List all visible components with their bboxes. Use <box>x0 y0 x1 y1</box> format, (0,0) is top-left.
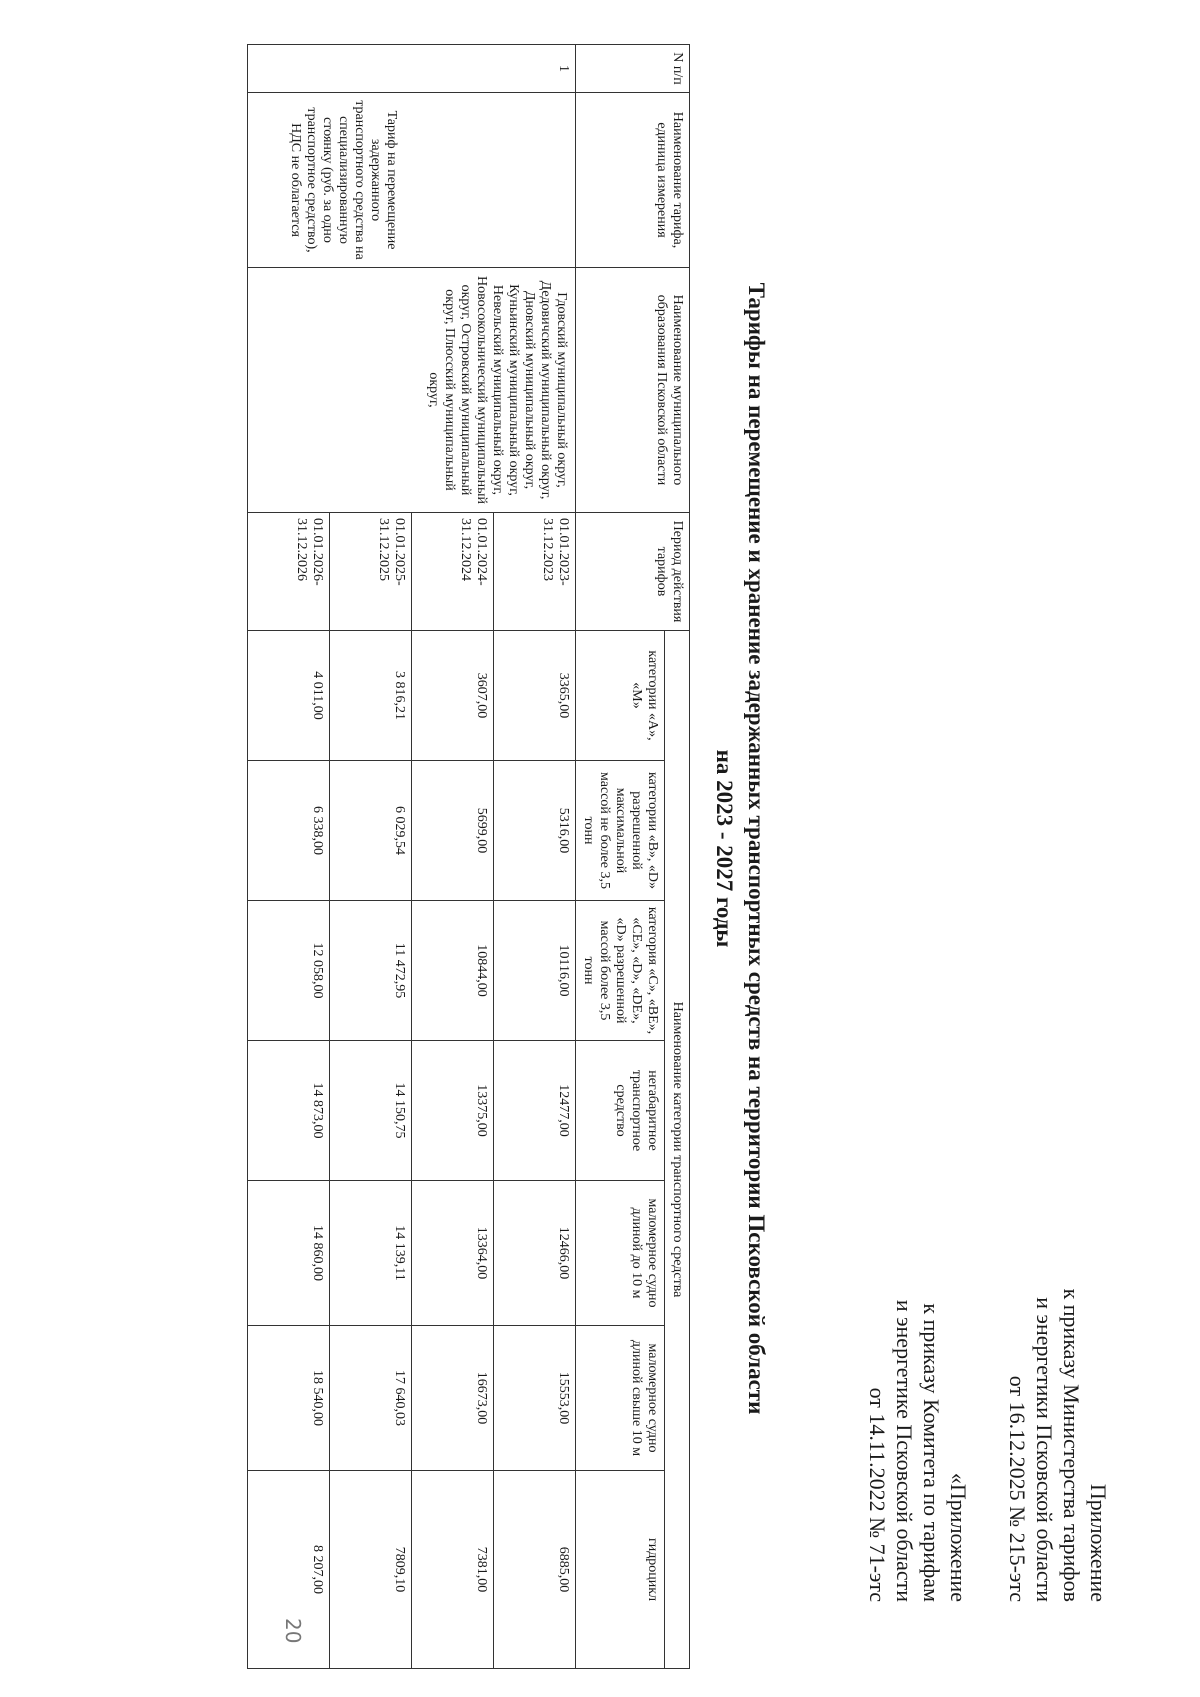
value-cell: 3607,00 <box>412 631 494 761</box>
tariff-name-cell: Тариф на перемещение задержанного транспортного средства на специализированную стоянку (руб. за одно транспортное средство), НДС не облагается <box>248 93 576 268</box>
header-category: категории «A», «M» <box>576 631 665 761</box>
header-category: гидроцикл <box>576 1471 665 1669</box>
header-line: «Приложение <box>946 1472 971 1602</box>
value-cell: 12466,00 <box>494 1181 576 1326</box>
row-number: 1 <box>248 45 576 93</box>
appendix-header-current <box>1004 1289 1112 1602</box>
period-cell: 01.01.2024-31.12.2024 <box>412 513 494 631</box>
value-cell: 10116,00 <box>494 901 576 1041</box>
handwritten-page-note: 20 <box>281 1618 305 1644</box>
header-line: от 16.12.2025 № 215-этс <box>1005 1375 1030 1602</box>
header-municipality: Наименование муниципального образования Псковской области <box>576 268 690 513</box>
value-cell: 3365,00 <box>494 631 576 761</box>
table-header-row <box>665 45 690 1669</box>
value-cell: 3 816,21 <box>330 631 412 761</box>
value-cell: 14 150,75 <box>330 1041 412 1181</box>
header-category: категории «B», «D» разрешенной максимальной массой не более 3,5 тонн <box>576 761 665 901</box>
value-cell: 5699,00 <box>412 761 494 901</box>
title-line-1: Тарифы на перемещение и хранение задержанных транспортных средств на территории Псковской области <box>744 282 769 1415</box>
value-cell: 11 472,95 <box>330 901 412 1041</box>
header-line: к приказу Министерства тарифов <box>1059 1288 1084 1602</box>
value-cell: 13375,00 <box>412 1041 494 1181</box>
header-category: маломерное судно длиной свыше 10 м <box>576 1326 665 1471</box>
value-cell: 5316,00 <box>494 761 576 901</box>
value-cell: 7381,00 <box>412 1471 494 1669</box>
header-line: и энергетики Псковской области <box>1032 1297 1057 1602</box>
value-cell: 7809,10 <box>330 1471 412 1669</box>
header-category: негабаритное транспортное средство <box>576 1041 665 1181</box>
appendix-header-original <box>864 1300 972 1602</box>
value-cell: 12477,00 <box>494 1041 576 1181</box>
header-category: маломерное судно длиной до 10 м <box>576 1181 665 1326</box>
header-tariff-name: Наименование тарифа, единица измерения <box>576 93 690 268</box>
value-cell: 4 011,00 <box>248 631 330 761</box>
header-period: Период действия тарифов <box>576 513 690 631</box>
document-title <box>708 0 772 1697</box>
value-cell: 18 540,00 <box>248 1326 330 1471</box>
period-cell: 01.01.2023-31.12.2023 <box>494 513 576 631</box>
value-cell: 6 029,54 <box>330 761 412 901</box>
municipality-list: Гдовский муниципальный округ, Дедовичский муниципальный округ, Дновский муниципальный округ, Куньинский муниципальный округ, Невельский муниципальный округ, Новосокольнический муниципальный округ, Островский муниципальный округ, Плюсский муниципальный округ, <box>426 276 569 504</box>
period-cell: 01.01.2025-31.12.2025 <box>330 513 412 631</box>
header-category-group: Наименование категории транспортного средства <box>665 631 690 1669</box>
value-cell: 12 058,00 <box>248 901 330 1041</box>
value-cell: 6 338,00 <box>248 761 330 901</box>
value-cell: 8 207,00 <box>248 1471 330 1669</box>
value-cell: 16673,00 <box>412 1326 494 1471</box>
title-line-2: на 2023 - 2027 годы <box>712 749 737 948</box>
tariff-table <box>247 44 690 1669</box>
value-cell: 14 139,11 <box>330 1181 412 1326</box>
header-num: N п/п <box>576 45 690 93</box>
header-line: Приложение <box>1086 1483 1111 1602</box>
header-line: от 14.11.2022 № 71-этс <box>865 1387 890 1602</box>
value-cell: 10844,00 <box>412 901 494 1041</box>
value-cell: 15553,00 <box>494 1326 576 1471</box>
period-cell: 01.01.2026-31.12.2026 <box>248 513 330 631</box>
value-cell: 6885,00 <box>494 1471 576 1669</box>
header-category: категория «C», «BE», «CE», «D», «DE», «D» разрешенной массой более 3,5 тонн <box>576 901 665 1041</box>
value-cell: 14 860,00 <box>248 1181 330 1326</box>
value-cell: 14 873,00 <box>248 1041 330 1181</box>
municipality-cell <box>248 268 576 513</box>
value-cell: 13364,00 <box>412 1181 494 1326</box>
value-cell: 17 640,03 <box>330 1326 412 1471</box>
table-row <box>494 45 576 1669</box>
header-line: и энергетике Псковской области <box>892 1299 917 1602</box>
header-line: к приказу Комитета по тарифам <box>919 1303 944 1602</box>
